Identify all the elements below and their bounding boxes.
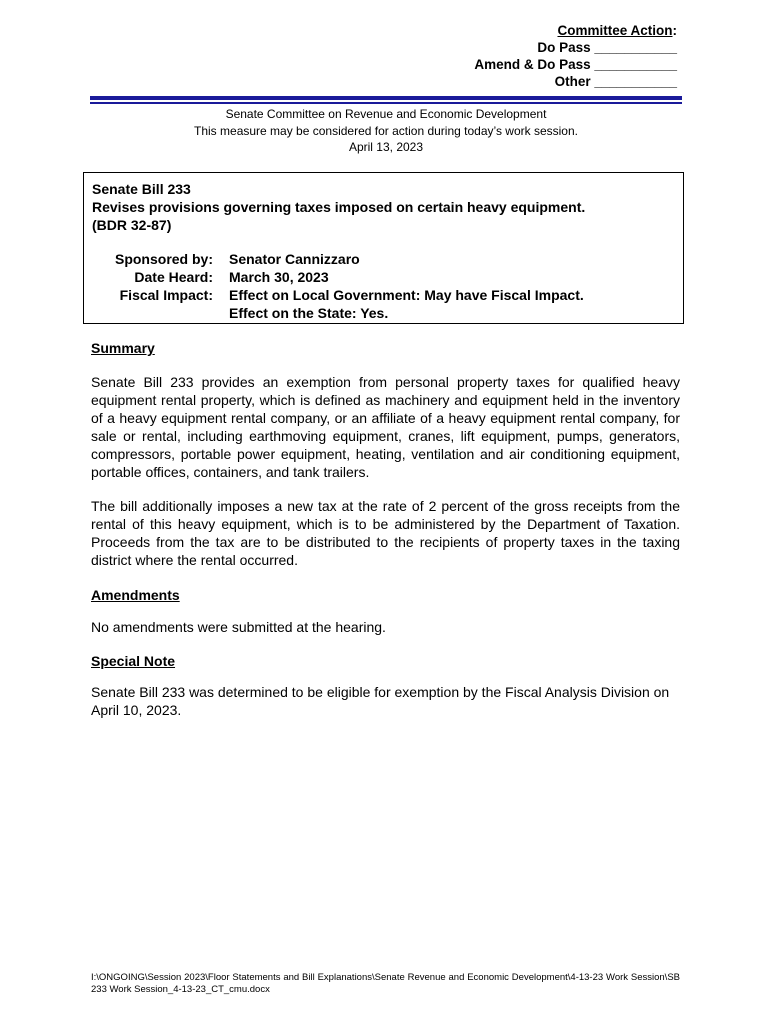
meta-label: Fiscal Impact: xyxy=(119,287,213,303)
meta-label: Sponsored by: xyxy=(114,251,213,267)
summary-paragraph-2: The bill additionally imposes a new tax at the rate of 2 percent of the gross receipts from the rental of this heavy equipment, which is to be administered by the Department of Taxation. Proceeds from the tax are to be distributed to the recipients of property taxes in the taxing district where the rental occurred. xyxy=(91,498,680,568)
file-path-footer: I:\ONGOING\Session 2023\Floor Statements and Bill Explanations\Senate Revenue and Economic Development\4-13-23 Work Session\SB 233 Work Session_4-13-23_CT_cmu.docx xyxy=(91,972,680,995)
meta-row-sponsor xyxy=(92,250,672,268)
header-rule-thin xyxy=(90,102,682,104)
bill-description: Revises provisions governing taxes imposed on certain heavy equipment. xyxy=(92,199,586,215)
meta-value: Effect on Local Government: May have Fiscal Impact. xyxy=(229,287,584,303)
committee-action-title xyxy=(474,22,677,39)
special-note-text: Senate Bill 233 was determined to be eligible for exemption by the Fiscal Analysis Division on April 10, 2023. xyxy=(91,684,670,718)
bill-bdr: (BDR 32-87) xyxy=(92,217,172,233)
bill-meta xyxy=(92,250,672,322)
meta-value: March 30, 2023 xyxy=(229,269,329,285)
meta-label: Date Heard: xyxy=(134,269,213,285)
committee-action-colon: : xyxy=(672,23,677,38)
committee-action-block xyxy=(474,22,677,90)
amendments-heading: Amendments xyxy=(91,587,180,603)
meta-row-fiscal-impact xyxy=(92,286,672,304)
do-pass-line: Do Pass ___________ xyxy=(537,40,677,55)
summary-paragraph-1: Senate Bill 233 provides an exemption from personal property taxes for qualified heavy equipment rental property, which is defined as machinery and equipment held in the inventory of a heavy equipment rental company, or an affiliate of a heavy equipment rental company, for sale or rental, including earthmoving equipment, cranes, lift equipment, pumps, generators, compressors, portable power equipment, heating, ventilation and air conditioning equipment, portable offices, containers, and tank trailers. xyxy=(91,374,680,480)
meta-row-date-heard xyxy=(92,268,672,286)
meta-label xyxy=(92,304,229,322)
meta-row-fiscal-state xyxy=(92,304,672,322)
work-session-note: This measure may be considered for action during today’s work session. xyxy=(194,123,578,138)
header-rule-thick xyxy=(90,96,682,100)
committee-name: Senate Committee on Revenue and Economic Development xyxy=(225,107,547,121)
summary-heading: Summary xyxy=(91,340,155,356)
amendments-text: No amendments were submitted at the hearing. xyxy=(91,619,386,635)
special-note-heading: Special Note xyxy=(91,653,176,669)
bill-heading xyxy=(92,180,585,234)
meta-value: Senator Cannizzaro xyxy=(229,251,360,267)
other-line: Other ___________ xyxy=(554,74,677,89)
amend-do-pass-line: Amend & Do Pass ___________ xyxy=(474,57,677,72)
session-date: April 13, 2023 xyxy=(348,140,424,154)
committee-action-title-text: Committee Action xyxy=(557,23,673,38)
meta-value: Effect on the State: Yes. xyxy=(229,305,389,321)
bill-info-box xyxy=(83,172,684,324)
bill-number: Senate Bill 233 xyxy=(92,181,191,197)
header-block xyxy=(90,106,682,156)
